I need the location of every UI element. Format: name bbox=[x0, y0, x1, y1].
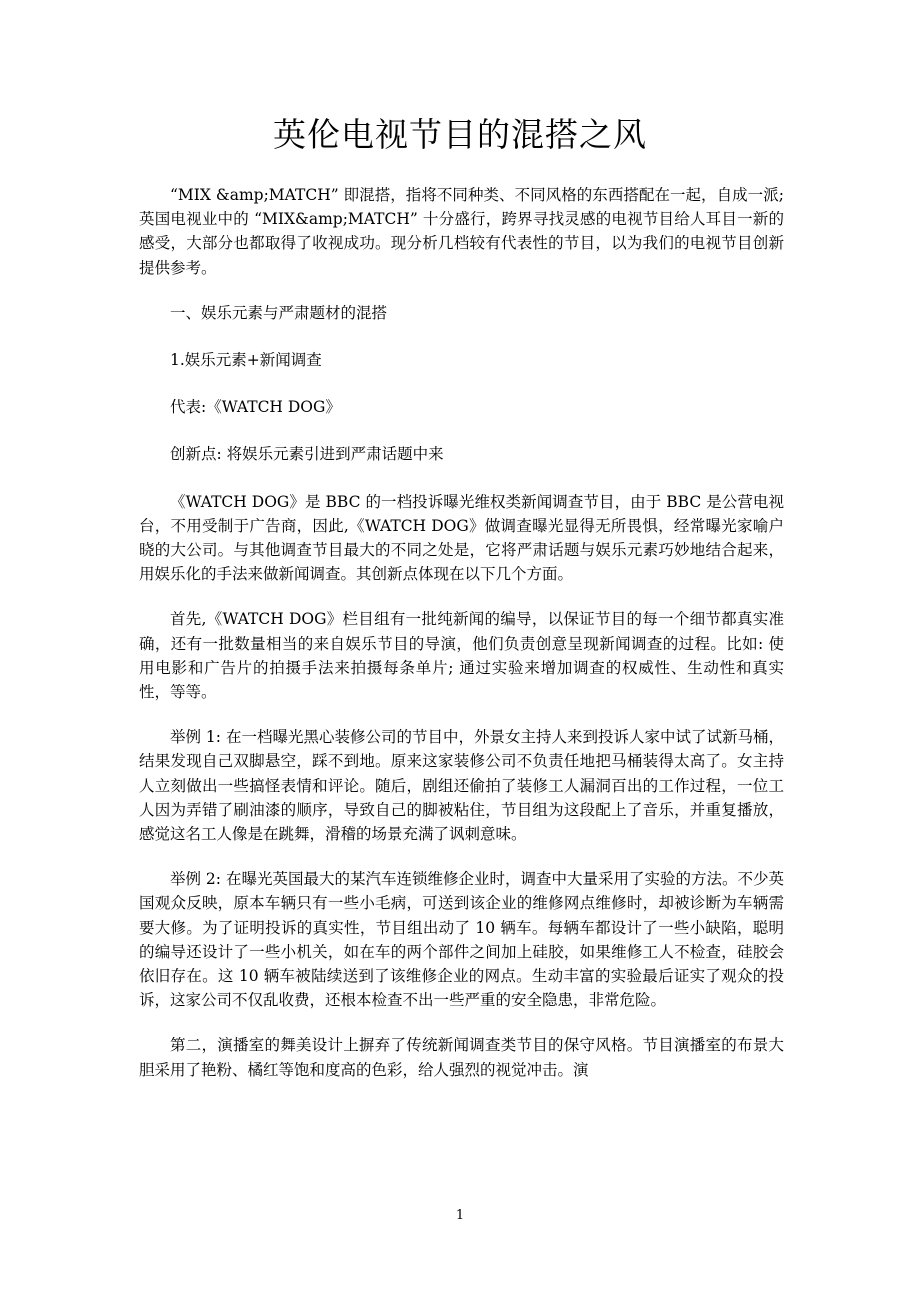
intro-paragraph: “MIX &amp;MATCH” 即混搭，指将不同种类、不同风格的东西搭配在一起，自成一派; 英国电视业中的 “MIX&amp;MATCH” 十分盛行，跨界寻找灵感的电视节目给人耳目一新的感受，大部分也都取得了收视成功。现分析几档较有代表性的节目，以为我们的电视节目创新提供参考。 bbox=[139, 186, 784, 277]
subsection-heading: 1.娱乐元素+新闻调查 bbox=[170, 351, 322, 370]
body-paragraph: 举例 1: 在一档曝光黑心装修公司的节目中，外景女主持人来到投诉人家中试了试新马桶，结果发现自己双脚悬空，踩不到地。原来这家装修公司不负责任地把马桶装得太高了。女主持人立刻做出一些搞怪表情和评论。随后，剧组还偷拍了装修工人漏洞百出的工作过程，一位工人因为弄错了刷油漆的顺序，导致自己的脚被粘住，节目组为这段配上了音乐，并重复播放，感觉这名工人像是在跳舞，滑稽的场景充满了讽刺意味。 bbox=[139, 728, 784, 844]
document-body bbox=[139, 183, 784, 1103]
innovation-label: 创新点: 将娱乐元素引进到严肃话题中来 bbox=[170, 445, 444, 464]
page-number: 1 bbox=[455, 1208, 465, 1223]
section-heading: 一、娱乐元素与严肃题材的混搭 bbox=[170, 303, 388, 322]
example-label: 代表:《WATCH DOG》 bbox=[170, 398, 341, 417]
body-paragraph: 第二，演播室的舞美设计上摒弃了传统新闻调查类节目的保守风格。节目演播室的布景大胆采用了艳粉、橘红等饱和度高的色彩，给人强烈的视觉冲击。演 bbox=[139, 1036, 784, 1079]
body-paragraph: 举例 2: 在曝光英国最大的某汽车连锁维修企业时，调查中大量采用了实验的方法。不少英国观众反映，原本车辆只有一些小毛病，可送到该企业的维修网点维修时，却被诊断为车辆需要大修。为了证明投诉的真实性，节目组出动了 10 辆车。每辆车都设计了一些小缺陷，聪明的编导还设计了一些小机关，如在车的两个部件之间加上硅胶，如果维修工人不检查，硅胶会依旧存在。这 10 辆车被陆续送到了该维修企业的网点。生动丰富的实验最后证实了观众的投诉，这家公司不仅乱收费，还根本检查不出一些严重的安全隐患，非常危险。 bbox=[139, 870, 784, 1010]
body-paragraph: 《WATCH DOG》是 BBC 的一档投诉曝光维权类新闻调查节目，由于 BBC 是公营电视台，不用受制于广告商，因此,《WATCH DOG》做调查曝光显得无所畏惧，经常曝光家喻户晓的大公司。与其他调查节目最大的不同之处是，它将严肃话题与娱乐元素巧妙地结合起来，用娱乐化的手法来做新闻调查。其创新点体现在以下几个方面。 bbox=[139, 492, 784, 584]
body-paragraph: 首先,《WATCH DOG》栏目组有一批纯新闻的编导，以保证节目的每一个细节都真实准确，还有一批数量相当的来自娱乐节目的导演，他们负责创意呈现新闻调查的过程。比如: 使用电影和广告片的拍摄手法来拍摄每条单片; 通过实验来增加调查的权威性、生动性和真实性，等等。 bbox=[139, 610, 784, 702]
document-title: 英伦电视节目的混搭之风 bbox=[273, 115, 647, 154]
